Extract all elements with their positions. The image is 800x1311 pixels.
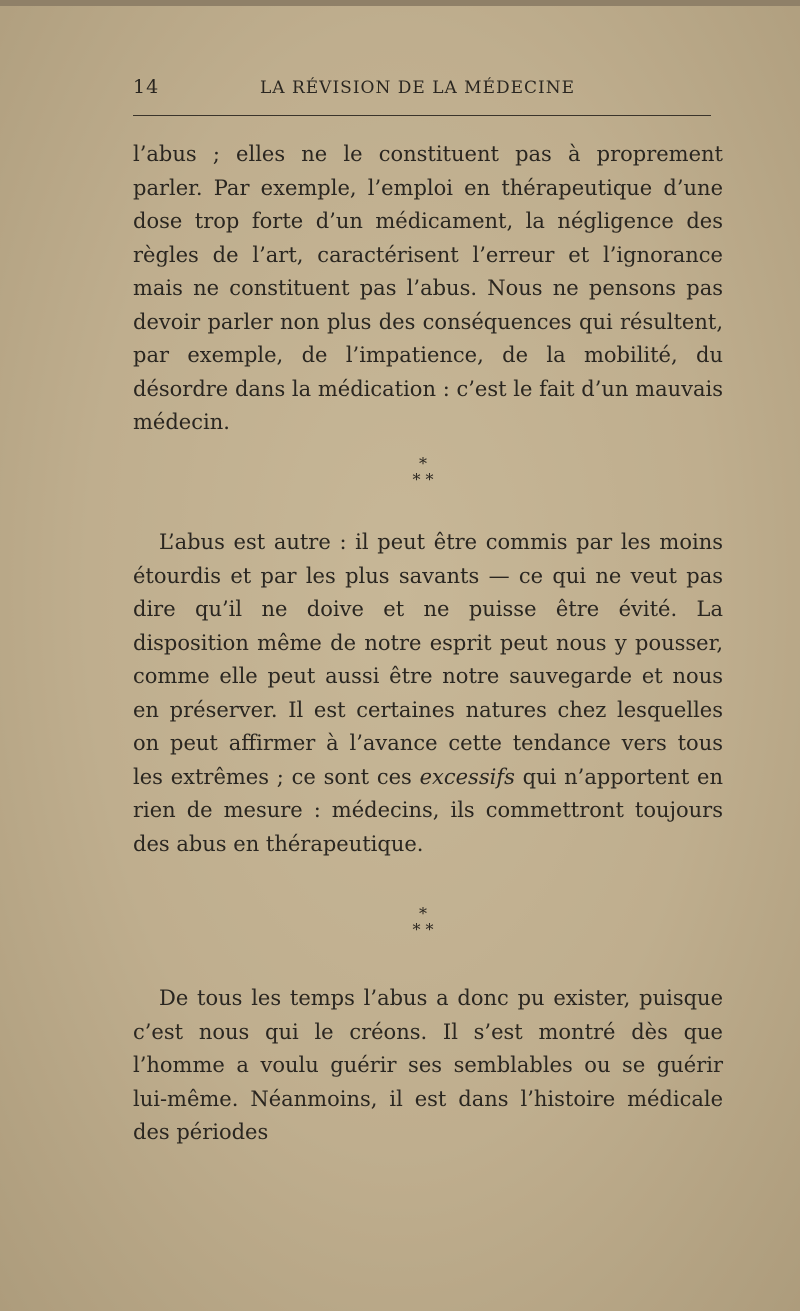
header-rule bbox=[133, 115, 711, 116]
page-number: 14 bbox=[133, 76, 160, 98]
paragraph-2-part-2: qui n’apportent en rien de mesure : médecins, ils commettront toujours des abus en thérapeutique. bbox=[133, 764, 724, 856]
page-top-edge bbox=[0, 0, 800, 6]
emphasis-excessifs: excessifs bbox=[419, 764, 515, 789]
paragraph-2-text bbox=[133, 526, 723, 861]
asterism-1-bottom: * * bbox=[412, 470, 434, 489]
asterism-1-top: * bbox=[419, 454, 427, 473]
paragraph-1 bbox=[133, 138, 723, 440]
paragraph-2 bbox=[133, 526, 723, 861]
asterism-1 bbox=[398, 456, 448, 496]
paragraph-1-text: l’abus ; elles ne le constituent pas à proprement parler. Par exemple, l’emploi en thérapeutique d’une dose trop forte d’un médicament, la négligence des règles de l’art, caractérisent l’erreur et l’ignorance mais ne constituent pas l’abus. Nous ne pensons pas devoir parler non plus des conséquences qui résultent, par exemple, de l’impatience, de la mobilité, du désordre dans la médication : c’est le fait d’un mauvais médecin. bbox=[133, 142, 723, 434]
running-title: LA RÉVISION DE LA MÉDECINE bbox=[260, 78, 576, 98]
asterism-2-bottom: * * bbox=[412, 920, 434, 939]
paragraph-3 bbox=[133, 982, 723, 1150]
asterism-2-top: * bbox=[419, 904, 427, 923]
running-header bbox=[133, 76, 711, 106]
asterism-2 bbox=[398, 906, 448, 946]
paragraph-3-text: De tous les temps l’abus a donc pu exister, puisque c’est nous qui le créons. Il s’est montré dès que l’homme a voulu guérir ses semblables ou se guérir lui-même. Néanmoins, il est dans l’histoire médicale des périodes bbox=[133, 986, 723, 1144]
paragraph-2-part-1: L’abus est autre : il peut être commis par les moins étourdis et par les plus savants — ce qui ne veut pas dire qu’il ne doive et ne puisse être évité. La disposition même de notre esprit peut nous y pousser, comme elle peut aussi être notre sauvegarde et nous en préserver. Il est certaines natures chez lesquelles on peut affirmer à l’avance cette tendance vers tous les extrêmes ; ce sont ces bbox=[133, 530, 723, 789]
